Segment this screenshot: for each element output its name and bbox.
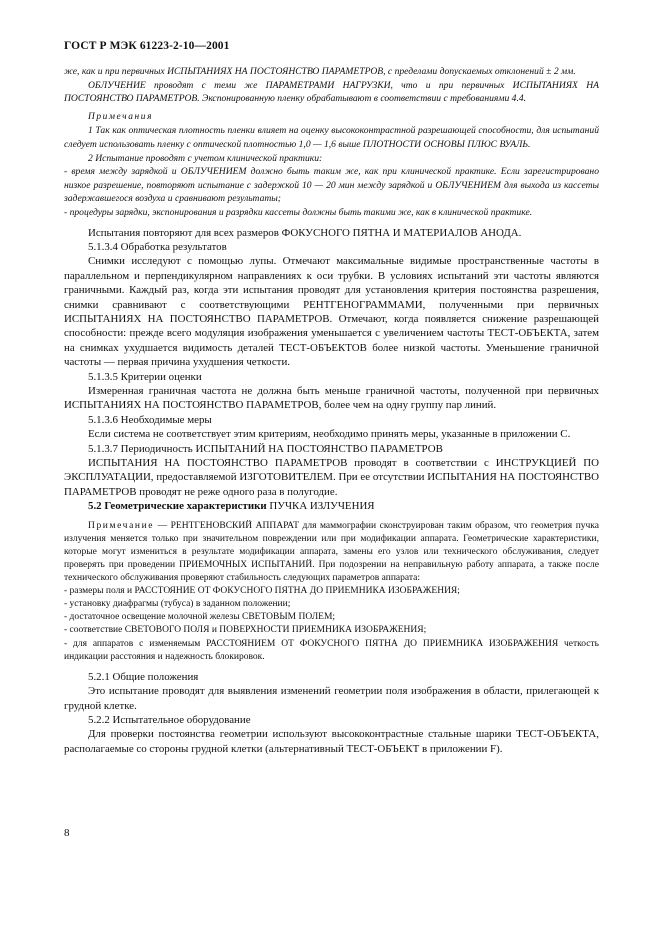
subsection-5-2-1: 5.2.1 Общие положения (88, 670, 199, 683)
standard-header: ГОСТ Р МЭК 61223-2-10—2001 (64, 40, 230, 52)
exposure-paragraph: ОБЛУЧЕНИЕ проводят с теми же ПАРАМЕТРАМИ НАГРУЗКИ, что и при первичных ИСПЫТАНИЯХ НА ПОСТОЯНСТВО ПАРАМЕТРОВ. Экспонированную пленку обрабатывают в соответствии с требованиями 4.4. (64, 79, 599, 105)
note-item: - размеры поля и РАССТОЯНИЕ ОТ ФОКУСНОГО ПЯТНА ДО ПРИЕМНИКА ИЗОБРАЖЕНИЯ; (64, 586, 460, 597)
page-number: 8 (64, 827, 70, 839)
equipment-paragraph: Для проверки постоянства геометрии используют высококонтрастные стальные шарики ТЕСТ-ОБЪЕКТА, располагаемые со стороны грудной клетки (альтернативный ТЕСТ-ОБЪЕКТ в приложении F). (64, 728, 599, 755)
measures-paragraph: Если система не соответствует этим критериям, необходимо принять меры, указанные в приложении С. (88, 428, 571, 441)
section-heading-rest: ПУЧКА ИЗЛУЧЕНИЯ (269, 500, 375, 513)
note-2-paragraph (64, 520, 599, 585)
note-item: - достаточное освещение молочной железы СВЕТОВЫМ ПОЛЕМ; (64, 612, 336, 623)
repeat-tests-paragraph: Испытания повторяют для всех размеров ФОКУСНОГО ПЯТНА И МАТЕРИАЛОВ АНОДА. (88, 226, 522, 239)
note-label: Примечание (88, 520, 155, 531)
notes-title: Примечания (88, 111, 154, 122)
subsection-5-1-3-4: 5.1.3.4 Обработка результатов (88, 240, 227, 253)
general-paragraph: Это испытание проводят для выявления изменений геометрии поля изображения в области, прилегающей к грудной клетке. (64, 685, 599, 712)
note-text: — РЕНТГЕНОВСКИЙ АППАРАТ для маммографии сконструирован таким образом, что геометрия пучка излучения меняется только при значительном повреждении или при модификации аппарата. Геометрические характеристики, которые могут измениться в результате модификации аппарата, замены его узлов или технического обслуживания, следует проверять при проведении ПРИЕМОЧНЫХ ИСПЫТАНИЙ. При подозрении на неправильную работу аппарата, а также после технического обслуживания проверяют стабильность следующих параметров аппарата: (64, 520, 599, 584)
subsection-5-1-3-7: 5.1.3.7 Периодичность ИСПЫТАНИЙ НА ПОСТОЯНСТВО ПАРАМЕТРОВ (88, 442, 443, 455)
subsection-5-2-2: 5.2.2 Испытательное оборудование (88, 713, 251, 726)
note-item: - соответствие СВЕТОВОГО ПОЛЯ и ПОВЕРХНОСТИ ПРИЕМНИКА ИЗОБРАЖЕНИЯ; (64, 625, 427, 636)
section-5-2-heading (64, 499, 599, 513)
note-item: - для аппаратов с изменяемым РАССТОЯНИЕМ ОТ ФОКУСНОГО ПЯТНА ДО ПРИЕМНИКА ИЗОБРАЖЕНИЯ четкость индикации расстояния и надежность блокировок. (64, 638, 599, 662)
note-item: - установку диафрагмы (тубуса) в заданном положении; (64, 599, 291, 610)
subsection-5-1-3-6: 5.1.3.6 Необходимые меры (88, 413, 212, 426)
results-paragraph: Снимки исследуют с помощью лупы. Отмечают максимальные видимые пространственные частоты в параллельном и перпендикулярном направлениях к оси трубки. В условиях испытаний эти частоты являются граничными. Каждый раз, когда эти испытания проводят для установления критерия постоянства разрешения, снимки сравнивают с соответствующими РЕНТГЕНОГРАММАМИ, полученными при первичных ИСПЫТАНИЯХ НА ПОСТОЯНСТВО ПАРАМЕТРОВ. Отмечают, когда появляется снижение разрешающей способности: прежде всего модуляция изображения уменьшается с увеличением частоты ТЕСТ-ОБЪЕКТА, затем на снимках ухудшается видимость деталей ТЕСТ-ОБЪЕКТОВ более низкой частоты. Уменьшение граничной частоты — первая причина ухудшения четкости. (64, 255, 599, 369)
note-1: 1 Так как оптическая плотность пленки влияет на оценку высококонтрастной разрешающей способности, для испытаний следует использовать пленку с оптической плотностью 1,0 — 1,6 выше ПЛОТНОСТИ ОСНОВЫ ПЛЮС ВУАЛЬ. (64, 125, 599, 150)
note-2-item-1: - время между зарядкой и ОБЛУЧЕНИЕМ должно быть таким же, как при клинической практике. Если зарегистрировано низкое разрешение, повторяют испытание с задержкой 10 — 20 мин между зарядкой и ОБЛУЧЕНИЕМ для выхода из кассеты задержавшегося воздуха и сравнивают результаты; (64, 166, 599, 205)
note-2-item-2: - процедуры зарядки, экспонирования и разрядки кассеты должны быть такими же, как в клинической практике. (64, 206, 533, 218)
note-2: 2 Испытание проводят с учетом клинической практики: (88, 152, 323, 164)
document-page (64, 40, 599, 756)
subsection-5-1-3-5: 5.1.3.5 Критерии оценки (88, 370, 202, 383)
periodicity-paragraph: ИСПЫТАНИЯ НА ПОСТОЯНСТВО ПАРАМЕТРОВ проводят в соответствии с ИНСТРУКЦИЕЙ ПО ЭКСПЛУАТАЦИИ, предоставляемой ИЗГОТОВИТЕЛЕМ. При ее отсутствии ИСПЫТАНИЯ НА ПОСТОЯНСТВО ПАРАМЕТРОВ проводят не реже одного раза в полугодие. (64, 457, 599, 498)
criteria-paragraph: Измеренная граничная частота не должна быть меньше граничной частоты, полученной при первичных ИСПЫТАНИЯХ НА ПОСТОЯНСТВО ПАРАМЕТРОВ, более чем на одну группу пар линий. (64, 385, 599, 412)
section-heading-bold: 5.2 Геометрические характеристики (88, 500, 267, 513)
continued-paragraph: же, как и при первичных ИСПЫТАНИЯХ НА ПОСТОЯНСТВО ПАРАМЕТРОВ, с пределами допускаемых отклонений ± 2 мм. (64, 66, 576, 77)
